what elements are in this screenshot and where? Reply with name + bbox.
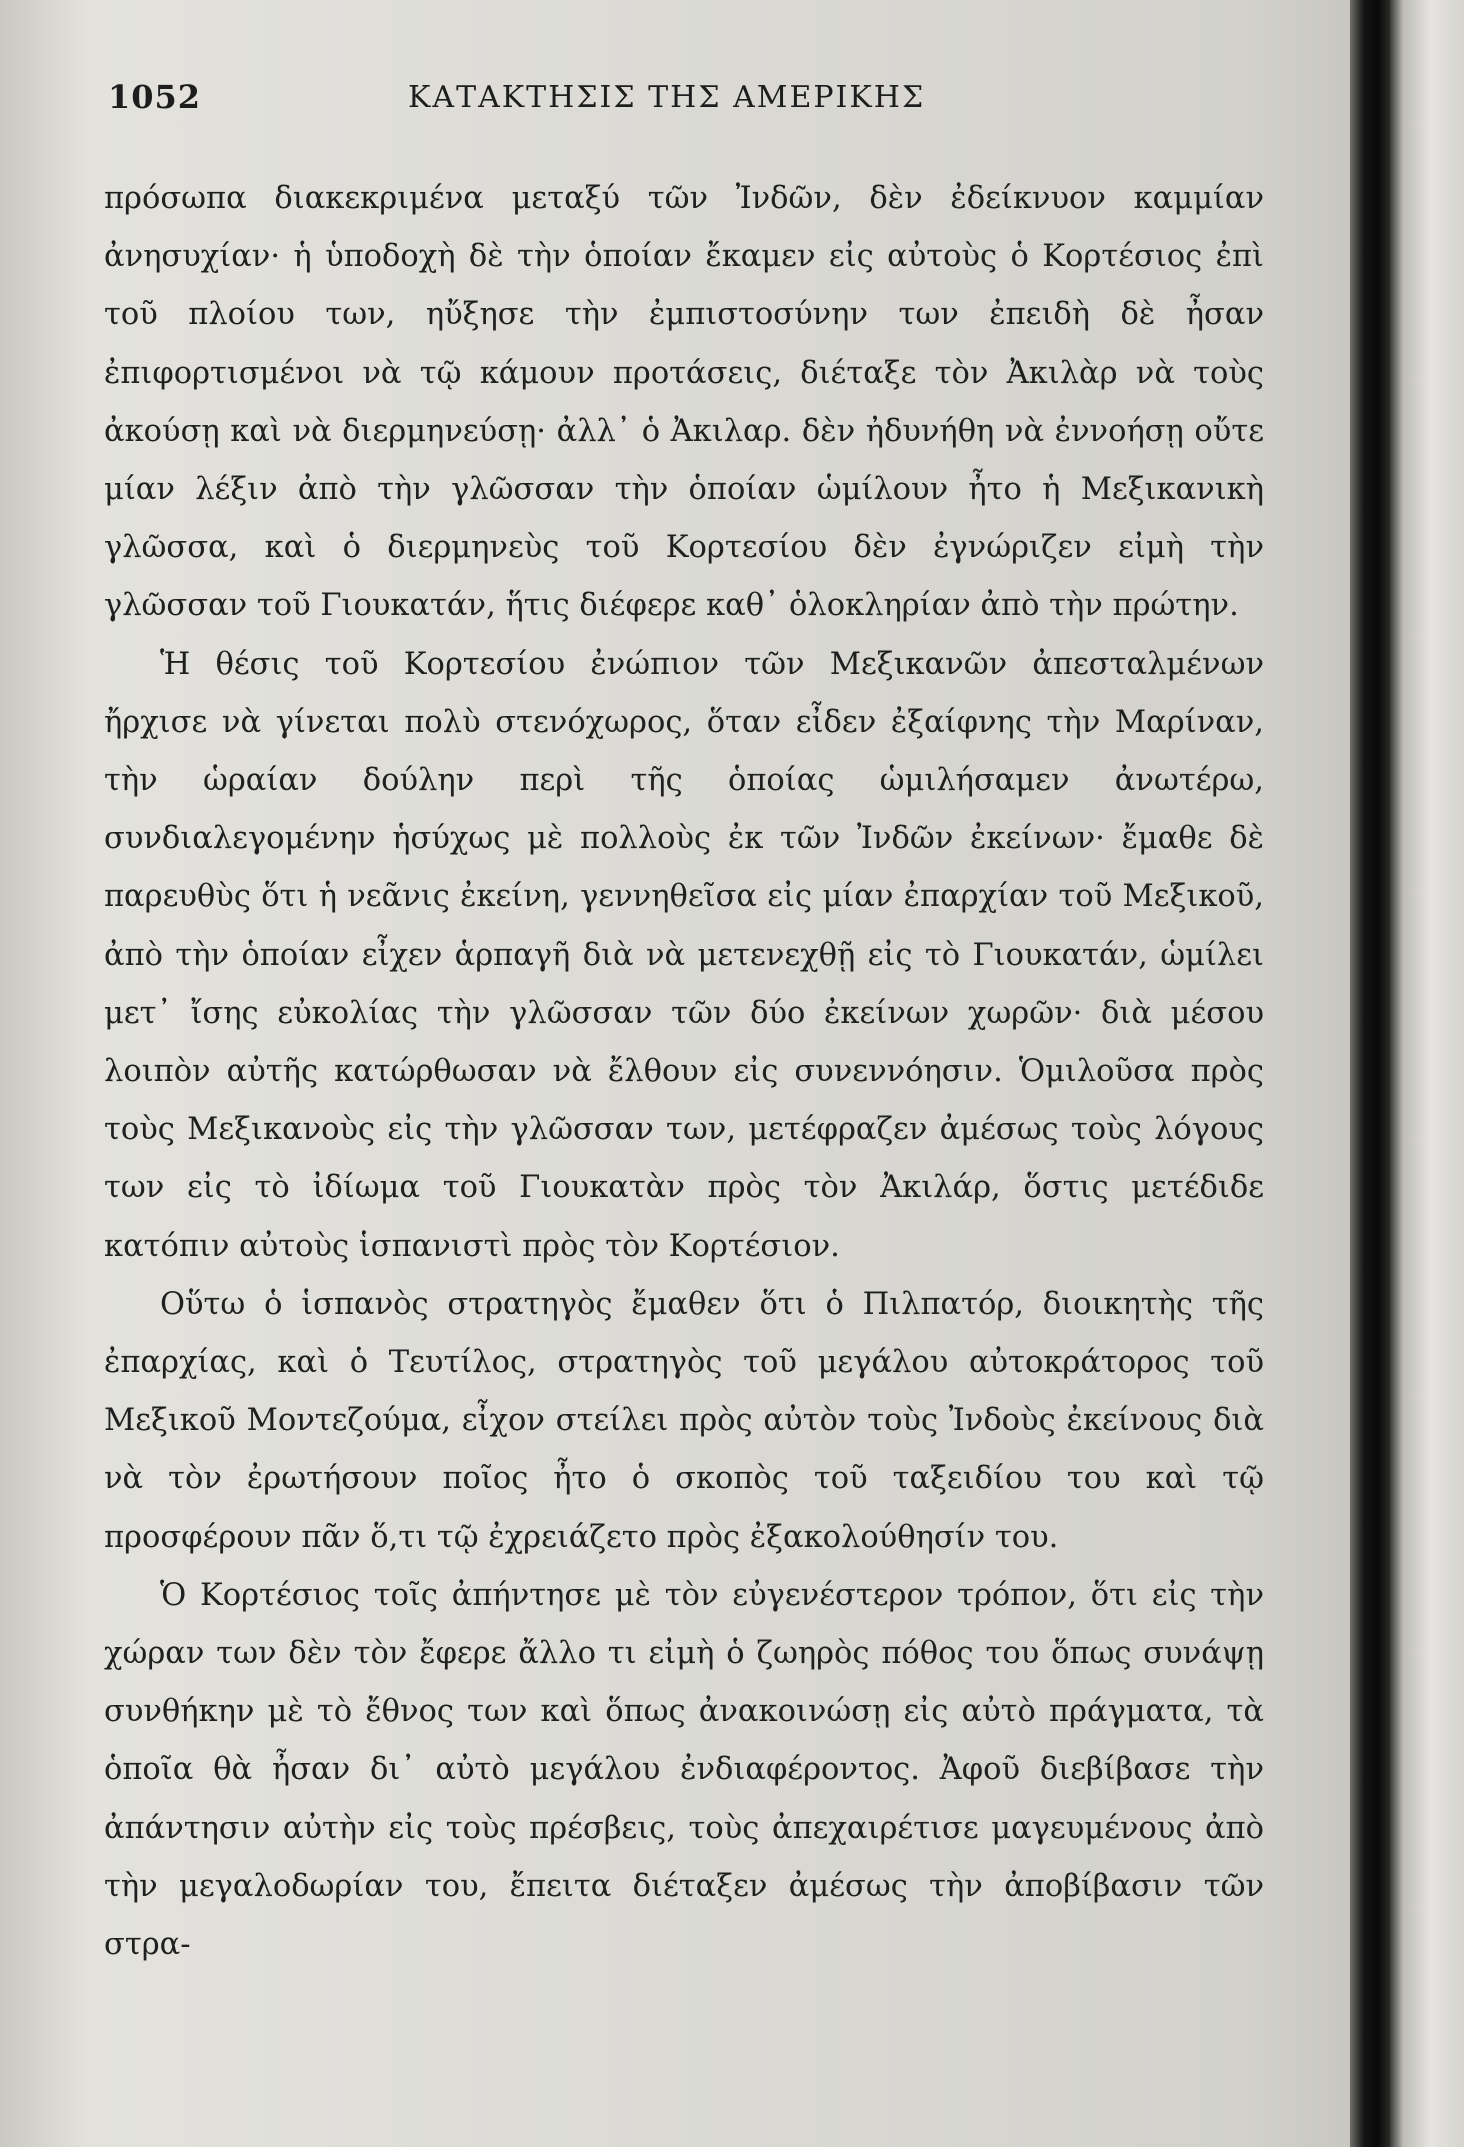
paragraph-cortes-reply: Ὁ Κορτέσιος τοῖς ἀπήντησε μὲ τὸν εὐγενέστερον τρόπον, ὅτι εἰς τὴν χώραν των δὲν τὸν ἔφερε ἄλλο τι εἰμὴ ὁ ζωηρὸς πόθος του ὅπως συνάψῃ συνθήκην μὲ τὸ ἔθνος των καὶ ὅπως ἀνακοινώσῃ εἰς αὐτὸ πράγματα, τὰ ὁποῖα θὰ ἦσαν δι᾽ αὐτὸ μεγάλου ἐνδιαφέροντος. Ἀφοῦ διεβίβασε τὴν ἀπάντησιν αὐτὴν εἰς τοὺς πρέσβεις, τοὺς ἀπεχαιρέτισε μαγευμένους ἀπὸ τὴν μεγαλοδωρίαν του, ἔπειτα διέταξεν ἀμέσως τὴν ἀποβίβασιν τῶν στρα- xyxy=(104,1577,1264,1963)
adjacent-page-edge xyxy=(1390,0,1464,2147)
binding-shadow xyxy=(1350,0,1390,2147)
page-number: 1052 xyxy=(108,78,202,116)
paragraph-envoys: Οὕτω ὁ ἱσπανὸς στρατηγὸς ἔμαθεν ὅτι ὁ Πιλπατόρ, διοικητὴς τῆς ἐπαρχίας, καὶ ὁ Τευτίλος, στρατηγὸς τοῦ μεγάλου αὐτοκράτορος τοῦ Μεξικοῦ Μοντεζούμα, εἶχον στείλει πρὸς αὐτὸν τοὺς Ἰνδοὺς ἐκείνους διὰ νὰ τὸν ἐρωτήσουν ποῖος ἦτο ὁ σκοπὸς τοῦ ταξειδίου του καὶ τῷ προσφέρουν πᾶν ὅ,τι τῷ ἐχρειάζετο πρὸς ἐξακολούθησίν του. xyxy=(104,1286,1264,1555)
running-header xyxy=(108,78,968,128)
body-text xyxy=(104,170,1264,1974)
paragraph-continuation: πρόσωπα διακεκριμένα μεταξύ τῶν Ἰνδῶν, δὲν ἐδείκνυον καμμίαν ἀνησυχίαν· ἡ ὑποδοχὴ δὲ τὴν ὁποίαν ἔκαμεν εἰς αὐτοὺς ὁ Κορτέσιος ἐπὶ τοῦ πλοίου των, ηὔξησε τὴν ἐμπιστοσύνην των ἐπειδὴ δὲ ἦσαν ἐπιφορτισμένοι νὰ τῷ κάμουν προτάσεις, διέταξε τὸν Ἀκιλὰρ νὰ τοὺς ἀκούσῃ καὶ νὰ διερμηνεύσῃ· ἀλλ᾽ ὁ Ἀκιλαρ. δὲν ἠδυνήθη νὰ ἐννοήσῃ οὔτε μίαν λέξιν ἀπὸ τὴν γλῶσσαν τὴν ὁποίαν ὡμίλουν ἦτο ἡ Μεξικανικὴ γλῶσσα, καὶ ὁ διερμηνεὺς τοῦ Κορτεσίου δὲν ἐγνώριζεν εἰμὴ τὴν γλῶσσαν τοῦ Γιουκατάν, ἥτις διέφερε καθ᾽ ὁλοκληρίαν ἀπὸ τὴν πρώτην. xyxy=(104,181,1264,624)
paragraph-marina: Ἡ θέσις τοῦ Κορτεσίου ἐνώπιον τῶν Μεξικανῶν ἀπεσταλμένων ἤρχισε νὰ γίνεται πολὺ στενόχωρος, ὅταν εἶδεν ἐξαίφνης τὴν Μαρίναν, τὴν ὡραίαν δούλην περὶ τῆς ὁποίας ὡμιλήσαμεν ἀνωτέρω, συνδιαλεγομένην ἡσύχως μὲ πολλοὺς ἐκ τῶν Ἰνδῶν ἐκείνων· ἔμαθε δὲ παρευθὺς ὅτι ἡ νεᾶνις ἐκείνη, γεννηθεῖσα εἰς μίαν ἐπαρχίαν τοῦ Μεξικοῦ, ἀπὸ τὴν ὁποίαν εἶχεν ἁρπαγῆ διὰ νὰ μετενεχθῇ εἰς τὸ Γιουκατάν, ὡμίλει μετ᾽ ἴσης εὐκολίας τὴν γλῶσσαν τῶν δύο ἐκείνων χωρῶν· διὰ μέσου λοιπὸν αὐτῆς κατώρθωσαν νὰ ἔλθουν εἰς συνεννόησιν. Ὁμιλοῦσα πρὸς τοὺς Μεξικανοὺς εἰς τὴν γλῶσσαν των, μετέφραζεν ἀμέσως τοὺς λόγους των εἰς τὸ ἰδίωμα τοῦ Γιουκατὰν πρὸς τὸν Ἀκιλάρ, ὅστις μετέδιδε κατόπιν αὐτοὺς ἱσπανιστὶ πρὸς τὸν Κορτέσιον. xyxy=(104,646,1264,1264)
running-title: ΚΑΤΑΚΤΗΣΙΣ ΤΗΣ ΑΜΕΡΙΚΗΣ xyxy=(408,80,926,115)
